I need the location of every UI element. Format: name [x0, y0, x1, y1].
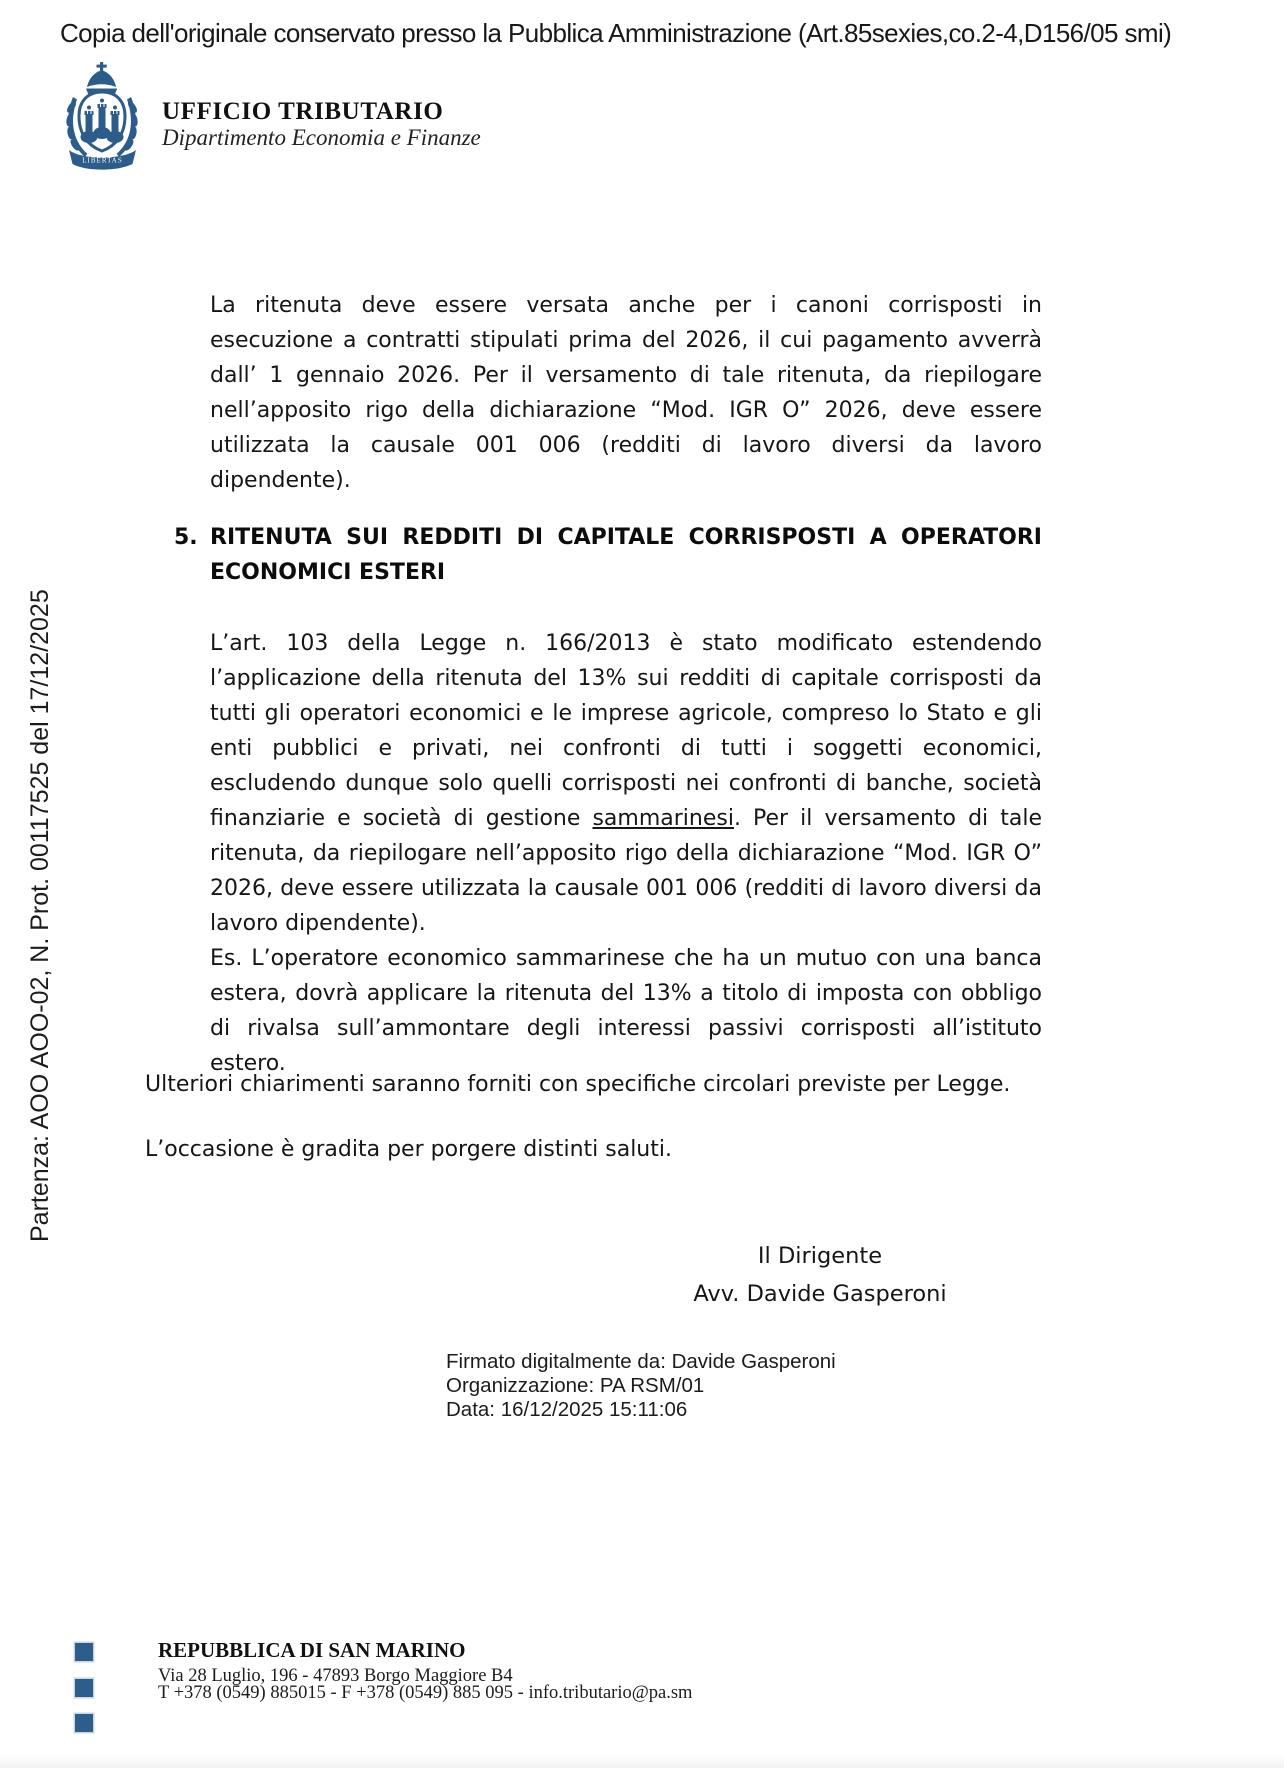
page-bottom-shadow [0, 1754, 1284, 1768]
footer-accent-square [75, 1714, 93, 1732]
digital-signature-organization: Organizzazione: PA RSM/01 [446, 1374, 705, 1397]
digital-signature-date: Data: 16/12/2025 15:11:06 [446, 1398, 688, 1421]
section-5-title: RITENUTA SUI REDDITI DI CAPITALE CORRISPOSTI A OPERATORI ECONOMICI ESTERI [210, 525, 1042, 585]
section-5-heading [174, 520, 1042, 590]
digital-signature-block [446, 1350, 836, 1422]
signer-name: Avv. Davide Gasperoni [693, 1281, 947, 1307]
paragraph-withholding-canoni-text: La ritenuta deve essere versata anche per i canoni corrisposti in esecuzione a contratti stipulati prima del 2026, il cui pagamento avverrà dall’ 1 gennaio 2026. Per il versamento di tale ritenuta, da riepilogare nell’apposito rigo della dichiarazione “Mod. IGR O” 2026, deve essere utilizzata la causale 001 006 (redditi di lavoro diversi da lavoro dipendente). [210, 293, 1042, 493]
footer-accent-square [75, 1679, 93, 1697]
footer-contacts: T +378 (0549) 885015 - F +378 (0549) 885 095 - info.tributario@pa.sm [158, 1683, 693, 1703]
paragraph-capital-income-before: L’art. 103 della Legge n. 166/2013 è stato modificato estendendo l’applicazione della ritenuta del 13% sui redditi di capitale corrisposti da tutti gli operatori economici e le imprese agricole, compreso lo Stato e gli enti pubblici e privati, nei confronti di tutti i soggetti economici, escludendo dunque solo quelli corrisposti nei confronti di banche, società finanziarie e società di gestione [210, 631, 1042, 831]
digital-signature-signed-by: Firmato digitalmente da: Davide Gasperoni [446, 1350, 836, 1373]
clarifications-line: Ulteriori chiarimenti saranno forniti con specifiche circolari previste per Legge. [145, 1072, 1011, 1097]
paragraph-capital-income [210, 626, 1042, 1081]
copy-notice: Copia dell'originale conservato presso la Pubblica Amministrazione (Art.85sexies,co.2-4,D156/05 smi) [60, 18, 1172, 48]
section-5-number: 5. [174, 525, 198, 550]
footer-state-name: REPUBBLICA DI SAN MARINO [158, 1638, 466, 1662]
paragraph-capital-income-text [210, 626, 1042, 941]
san-marino-coat-of-arms-icon [58, 62, 148, 177]
footer-accent-square [75, 1643, 93, 1661]
office-title: UFFICIO TRIBUTARIO [162, 98, 444, 125]
protocol-stamp: Partenza: AOO AOO-02, N. Prot. 00117525 del 17/12/2025 [26, 589, 54, 1242]
paragraph-example: Es. L’operatore economico sammarinese che ha un mutuo con una banca estera, dovrà applicare la ritenuta del 13% a titolo di imposta con obbligo di rivalsa sull’ammontare degli interessi passivi corrisposti all’istituto estero. [210, 946, 1042, 1076]
signer-role: Il Dirigente [757, 1243, 883, 1269]
department-subtitle: Dipartimento Economia e Finanze [162, 125, 481, 150]
crest-motto: LIBERTAS [82, 156, 123, 165]
signature-block [620, 1237, 1020, 1313]
underlined-sammarinesi: sammarinesi [592, 806, 734, 831]
closing-line: L’occasione è gradita per porgere distinti saluti. [145, 1137, 672, 1162]
footer-address: Via 28 Luglio, 196 - 47893 Borgo Maggiore B4 [158, 1666, 513, 1686]
paragraph-withholding-canoni [210, 288, 1042, 498]
paragraph-capital-income-after: . Per il versamento di tale ritenuta, da riepilogare nell’apposito rigo della dichiarazione “Mod. IGR O” 2026, deve essere utilizzata la causale 001 006 (redditi di lavoro diversi da lavoro dipendente). [210, 806, 1042, 936]
